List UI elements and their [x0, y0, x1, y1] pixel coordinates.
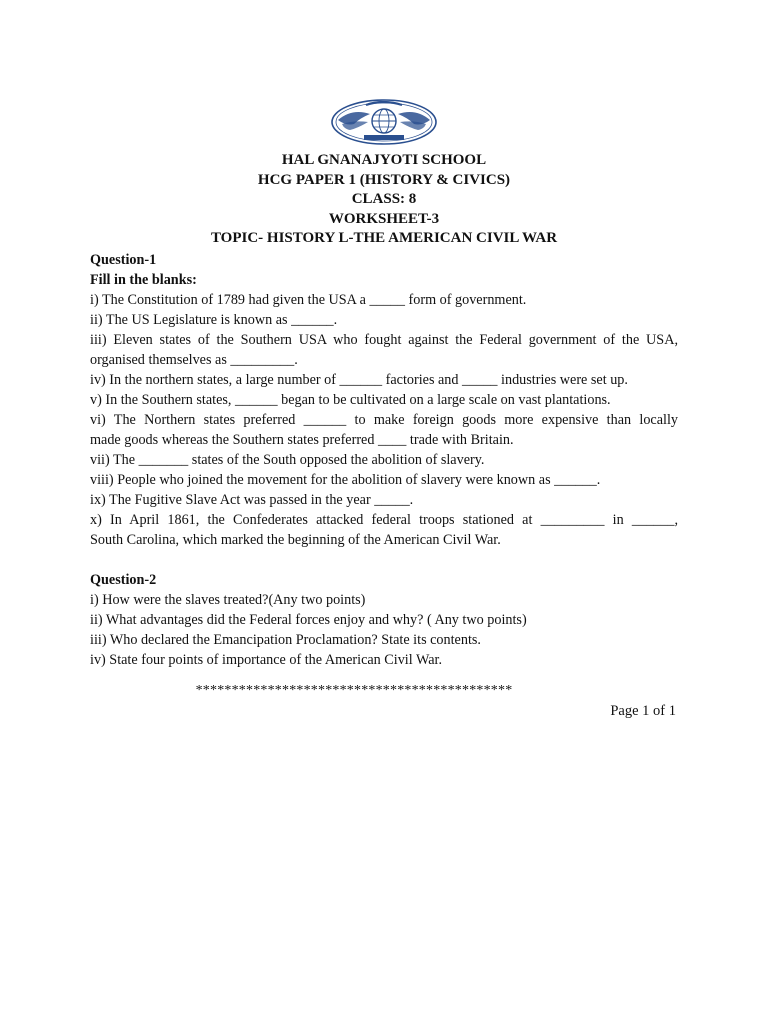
- q2-item: iii) Who declared the Emancipation Proclamation? State its contents.: [90, 632, 481, 648]
- q2-item: iv) State four points of importance of the American Civil War.: [90, 652, 443, 668]
- question-2-title: Question-2: [90, 572, 157, 588]
- class-label: CLASS: 8: [351, 191, 417, 207]
- question-1-instructions: Fill in the blanks:: [90, 272, 197, 288]
- divider-stars: ********************************************: [195, 683, 513, 698]
- school-name: HAL GNANAJYOTI SCHOOL: [281, 152, 487, 168]
- page-number: Page 1 of 1: [610, 703, 676, 719]
- q1-item: x) In April 1861, the Confederates attacked federal troops stationed at _________ in ______,: [90, 512, 678, 528]
- q1-item: vii) The _______ states of the South opposed the abolition of slavery.: [90, 452, 485, 468]
- q2-item: i) How were the slaves treated?(Any two points): [90, 592, 366, 608]
- school-logo-icon: [330, 98, 438, 146]
- q1-item: iv) In the northern states, a large number of ______ factories and _____ industries were set up.: [90, 372, 628, 388]
- q1-item: viii) People who joined the movement for the abolition of slavery were known as ______.: [90, 472, 601, 488]
- topic-label: TOPIC- HISTORY L-THE AMERICAN CIVIL WAR: [210, 230, 558, 246]
- q1-item: ix) The Fugitive Slave Act was passed in the year _____.: [90, 492, 414, 508]
- worksheet-header: [0, 151, 768, 249]
- q1-item: vi) The Northern states preferred ______ to make foreign goods more expensive than locally: [90, 412, 678, 428]
- worksheet-label: WORKSHEET-3: [328, 210, 440, 227]
- worksheet-body: [90, 250, 678, 670]
- paper-title: HCG PAPER 1 (HISTORY & CIVICS): [257, 171, 511, 188]
- q1-item-continued: made goods whereas the Southern states preferred ____ trade with Britain.: [90, 432, 514, 448]
- q1-item: v) In the Southern states, ______ began to be cultivated on a large scale on vast plantations.: [90, 392, 611, 408]
- q1-item: i) The Constitution of 1789 had given the USA a _____ form of government.: [90, 292, 527, 308]
- question-1-title: Question-1: [90, 252, 157, 268]
- q2-item: ii) What advantages did the Federal forces enjoy and why? ( Any two points): [90, 612, 527, 628]
- q1-item-continued: South Carolina, which marked the beginning of the American Civil War.: [90, 532, 501, 548]
- q1-item: ii) The US Legislature is known as ______.: [90, 312, 338, 328]
- q1-item: iii) Eleven states of the Southern USA who fought against the Federal government of the USA,: [90, 332, 678, 348]
- q1-item-continued: organised themselves as _________.: [90, 352, 298, 368]
